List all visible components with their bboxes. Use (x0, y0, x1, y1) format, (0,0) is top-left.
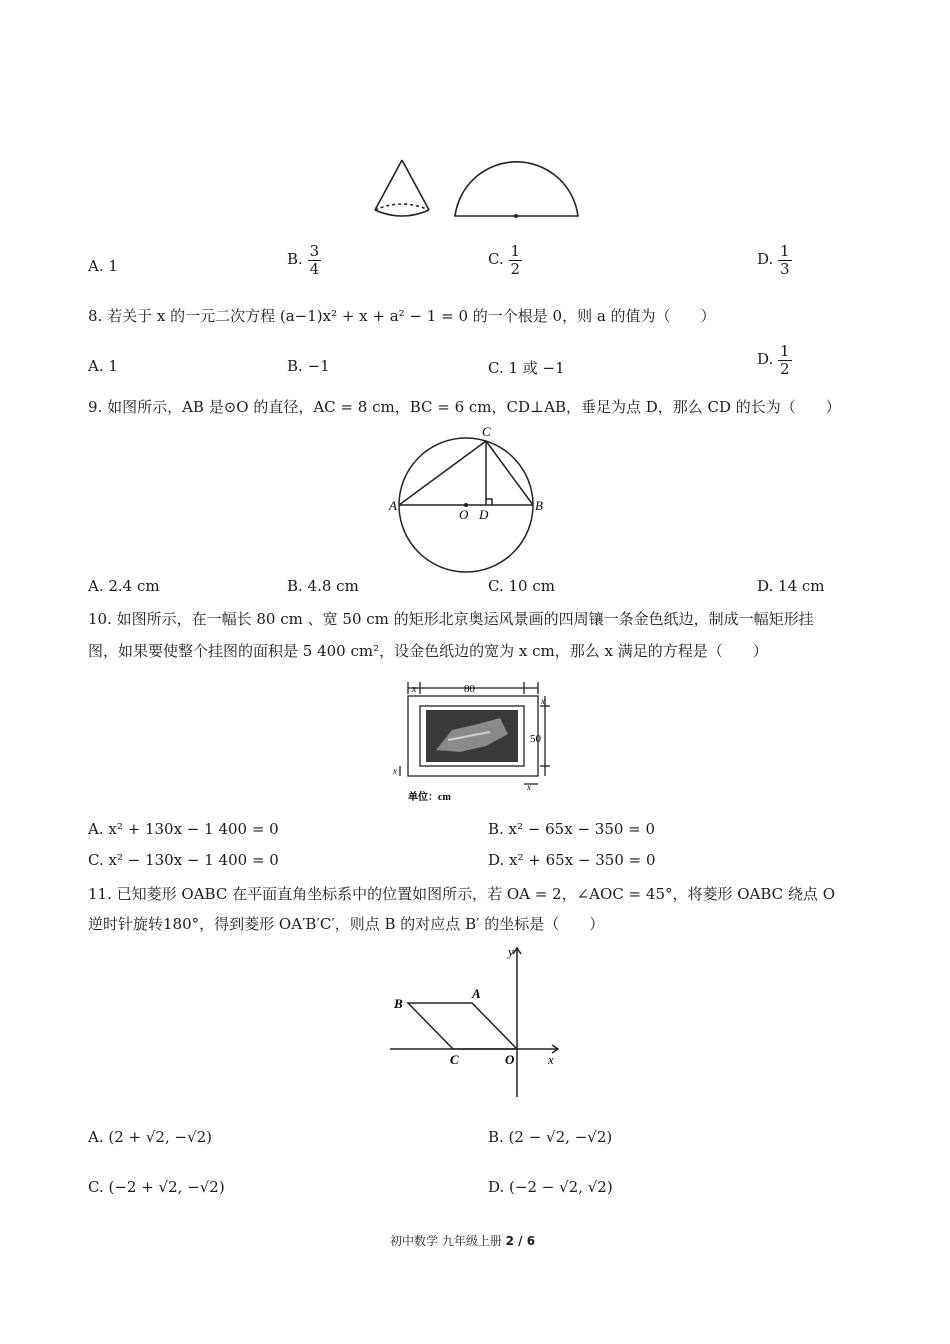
q9-option-a: A. 2.4 cm (88, 577, 160, 595)
q11-label-a: A (472, 986, 481, 1001)
q8-option-c: C. 1 或 −1 (488, 359, 565, 377)
q11-label-c: C (450, 1052, 459, 1067)
q9-label-b: B (535, 498, 543, 513)
q7-b-denominator: 4 (309, 259, 320, 278)
q7-option-c (488, 243, 522, 277)
q8-option-d-label: D. (757, 350, 774, 368)
q9-label-c: C (482, 425, 491, 439)
q11-label-y-axis: y (508, 944, 514, 959)
q10-label-x-top: x (412, 684, 417, 695)
q10-option-a: A. x² + 130x − 1 400 = 0 (88, 820, 279, 838)
q11-stem-line1: 11. 已知菱形 OABC 在平面直角坐标系中的位置如图所示，若 OA = 2，∠AOC = 45°，将菱形 OABC 绕点 O (88, 885, 835, 903)
q7-option-d (757, 243, 792, 277)
q9-label-o: O (459, 507, 469, 522)
q10-frame-figure (390, 678, 555, 808)
q8-d-denominator: 2 (780, 359, 790, 378)
q7-d-denominator: 3 (780, 259, 790, 278)
q7-option-a: A. 1 (88, 257, 118, 275)
q7-option-c-label: C. (488, 250, 504, 268)
q11-option-d: D. (−2 − √2, √2) (488, 1178, 613, 1196)
footer-text: 初中数学 九年级上册 (390, 1234, 502, 1248)
q7-c-denominator: 2 (510, 259, 521, 278)
q7-b-numerator: 3 (309, 242, 320, 260)
q10-unit-label: 单位：cm (408, 792, 451, 803)
q11-option-a: A. (2 + √2, −√2) (88, 1128, 213, 1146)
q9-option-c: C. 10 cm (488, 577, 555, 595)
page-number: 2 / 6 (505, 1234, 536, 1248)
q10-label-x-bottom: x (527, 782, 531, 792)
q10-option-b: B. x² − 65x − 350 = 0 (488, 820, 656, 838)
q10-label-length: 80 (464, 683, 475, 695)
q10-label-x-left: x (393, 766, 397, 776)
page-footer (390, 1232, 535, 1249)
q8-option-b: B. −1 (287, 357, 330, 375)
q11-option-c: C. (−2 + √2, −√2) (88, 1178, 225, 1196)
q11-label-b: B (394, 996, 403, 1011)
q10-label-x-right: x (541, 696, 545, 706)
q11-stem-line2: 逆时针旋转180°，得到菱形 OA′B′C′，则点 B 的对应点 B′ 的坐标是（ ） (88, 915, 605, 933)
q11-label-x-axis: x (548, 1052, 554, 1067)
q11-label-o: O (505, 1052, 515, 1067)
q11-option-b: B. (2 − √2, −√2) (488, 1128, 613, 1146)
q7-c-numerator: 1 (510, 242, 521, 260)
q8-d-numerator: 1 (780, 342, 790, 360)
q7-d-numerator: 1 (780, 242, 790, 260)
q11-rhombus-figure (390, 942, 570, 1102)
q9-option-d: D. 14 cm (757, 577, 825, 595)
q7-figure (360, 150, 600, 235)
q7-option-b-label: B. (287, 250, 303, 268)
q9-stem: 9. 如图所示，AB 是⊙O 的直径，AC = 8 cm，BC = 6 cm，CD⊥AB，垂足为点 D，那么 CD 的长为（ ） (88, 398, 841, 416)
q9-label-d: D (479, 507, 489, 522)
q10-stem-line1: 10. 如图所示，在一幅长 80 cm 、宽 50 cm 的矩形北京奥运风景画的四周镶一条金色纸边，制成一幅矩形挂 (88, 610, 814, 628)
q9-option-b: B. 4.8 cm (287, 577, 359, 595)
q7-option-d-label: D. (757, 250, 774, 268)
q9-label-a: A (389, 498, 397, 513)
q8-stem: 8. 若关于 x 的一元二次方程 (a−1)x² + x + a² − 1 = 0 的一个根是 0，则 a 的值为（ ） (88, 307, 716, 325)
q9-circle-figure (385, 425, 555, 575)
q7-option-b (287, 243, 321, 277)
q10-option-c: C. x² − 130x − 1 400 = 0 (88, 851, 279, 869)
q10-option-d: D. x² + 65x − 350 = 0 (488, 851, 656, 869)
q8-option-d (757, 343, 792, 377)
q10-label-width: 50 (530, 733, 541, 745)
q8-option-a: A. 1 (88, 357, 118, 375)
q10-stem-line2: 图，如果要使整个挂图的面积是 5 400 cm²，设金色纸边的宽为 x cm，那么 x 满足的方程是（ ） (88, 642, 768, 660)
